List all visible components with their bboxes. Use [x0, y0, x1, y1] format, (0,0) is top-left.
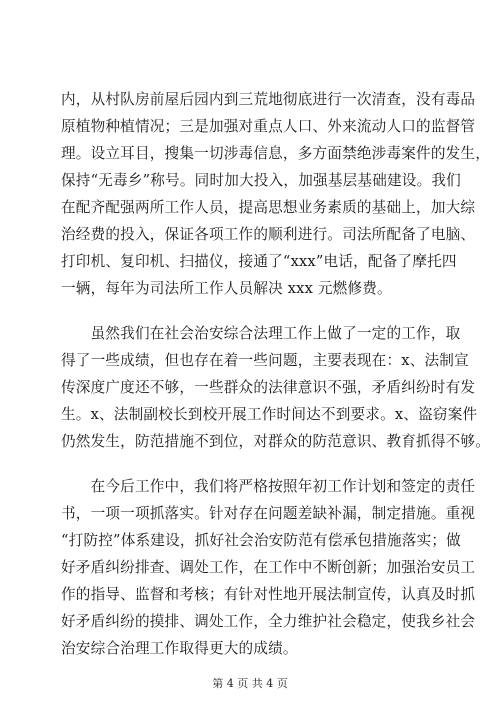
- body-text-line: 生。x、法制副校长到校开展工作时间达不到要求。x、盗窃案件: [61, 406, 478, 423]
- body-text-line: 仍然发生，防范措施不到位，对群众的防范意识、教育抓得不够。: [61, 433, 491, 450]
- body-text-line: “打防控”体系建设，抓好社会治安防范有偿承包措施落实；做: [61, 532, 461, 549]
- body-text-line: 虽然我们在社会治安综合法理工作上做了一定的工作，取: [61, 325, 461, 342]
- body-text-line: 治经费的投入，保证各项工作的顺利进行。司法所配备了电脑、: [61, 226, 476, 243]
- body-text-line: 得了一些成绩，但也存在着一些问题，主要表现在：x、法制宣: [61, 352, 469, 369]
- body-text-line: 理。设立耳目，搜集一切涉毒信息，多方面禁绝涉毒案件的发生，: [61, 145, 491, 162]
- body-text-line: 书，一项一项抓落实。针对存在问题差缺补漏，制定措施。重视: [61, 505, 476, 522]
- page-number-footer: 第 4 页 共 4 页: [212, 677, 288, 690]
- body-text-line: 在今后工作中，我们将严格按照年初工作计划和签定的责任: [61, 478, 476, 495]
- body-text-line: 作的指导、监督和考核；有针对性地开展法制宣传，认真及时抓: [61, 586, 476, 603]
- body-text-line: 治安综合治理工作取得更大的成绩。: [61, 640, 298, 657]
- body-text-line: 传深度广度还不够，一些群众的法律意识不强，矛盾纠纷时有发: [61, 379, 476, 396]
- body-text-line: 内，从村队房前屋后园内到三荒地彻底进行一次清查，没有毒品: [61, 91, 476, 108]
- body-text-line: 一辆，每年为司法所工作人员解决 xxx 元燃修费。: [61, 280, 392, 297]
- body-text-line: 好矛盾纠纷排查、调处工作，在工作中不断创新；加强治安员工: [61, 559, 476, 576]
- body-text-line: 原植物种植情况；三是加强对重点人口、外来流动人口的监督管: [61, 118, 476, 135]
- body-text-line: 好矛盾纠纷的摸排、调处工作，全力维护社会稳定，使我乡社会: [61, 613, 476, 630]
- body-text-line: 在配齐配强两所工作人员，提高思想业务素质的基础上，加大综: [61, 199, 476, 216]
- body-text-line: 打印机、复印机、扫描仪，接通了“xxx”电话，配备了摩托四: [61, 253, 457, 270]
- body-text-line: 保持“无毒乡”称号。同时加大投入，加强基层基础建设。我们: [61, 172, 461, 189]
